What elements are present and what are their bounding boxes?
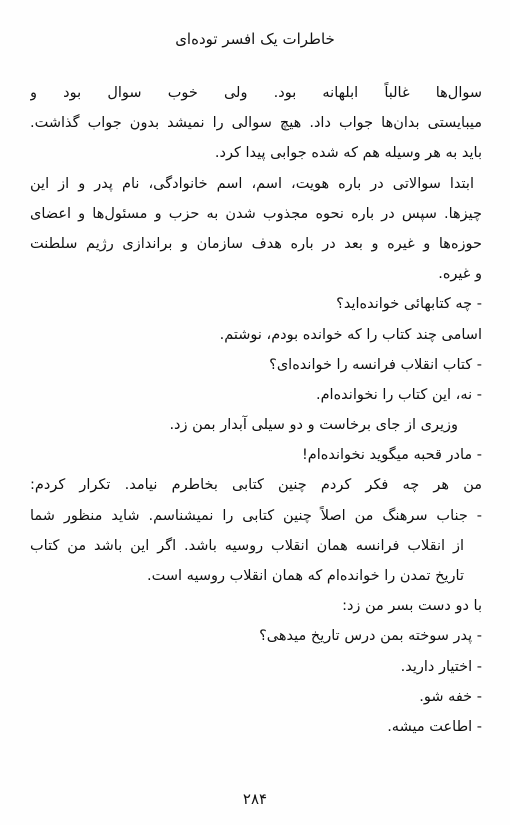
- text-line-14: من هر چه فکر کردم چنین کتابی بخاطرم نیامد. تکرار کردم:: [30, 477, 482, 494]
- text-line-16: از انقلاب فرانسه همان انقلاب روسیه باشد. اگر این باشد من کتاب: [30, 537, 464, 554]
- text-line-8: - چه کتابهائی خوانده‌اید؟: [336, 296, 482, 313]
- text-line-19: - پدر سوخته بمن درس تاریخ میدهی؟: [259, 628, 482, 645]
- text-line-12: وزیری از جای برخاست و دو سیلی آبدار بمن زد.: [169, 417, 458, 434]
- text-line-6: حوزه‌ها و غیره و بعد در باره هدف سازمان و براندازی رژیم سلطنت: [30, 235, 482, 252]
- text-line-9: اسامی چند کتاب را که خوانده بودم، نوشتم.: [219, 326, 482, 343]
- body-text: [30, 78, 482, 742]
- page-number: ۲۸۴: [242, 790, 268, 808]
- text-line-15: - جناب سرهنگ من اصلاً چنین کتابی را نمیشناسم. شاید منظور شما: [30, 507, 482, 524]
- text-line-1: سوال‌ها غالباً ابلهانه بود. ولی خوب سوال بود و: [30, 85, 482, 101]
- text-line-5: چیزها. سپس در باره نحوه مجذوب شدن به حزب و مسئول‌ها و اعضای: [30, 205, 482, 222]
- text-line-7: و غیره.: [438, 266, 482, 283]
- text-line-4: ابتدا سوالاتی در باره هویت، اسم، اسم خانوادگی، نام پدر و از این: [30, 175, 474, 192]
- text-line-13: - مادر قحبه میگوید نخوانده‌ام!: [301, 447, 482, 464]
- text-line-10: - کتاب انقلاب فرانسه را خوانده‌ای؟: [269, 356, 482, 373]
- text-line-22: - اطاعت میشه.: [387, 718, 482, 735]
- text-line-11: - نه، این کتاب را نخوانده‌ام.: [315, 386, 482, 403]
- text-line-3: باید به هر وسیله هم که شده جوابی پیدا کرد.: [214, 145, 482, 162]
- text-line-18: با دو دست بسر من زد:: [342, 598, 482, 615]
- text-line-21: - خفه شو.: [419, 688, 482, 705]
- page-header-title: خاطرات یک افسر توده‌ای: [175, 30, 335, 48]
- text-line-2: میبایستی بدان‌ها جواب داد. هیچ سوالی را نمیشد بدون جواب گذاشت.: [30, 115, 482, 132]
- text-line-20: - اختیار دارید.: [400, 658, 482, 675]
- text-line-17: تاریخ تمدن را خوانده‌ام که همان انقلاب روسیه است.: [147, 568, 464, 584]
